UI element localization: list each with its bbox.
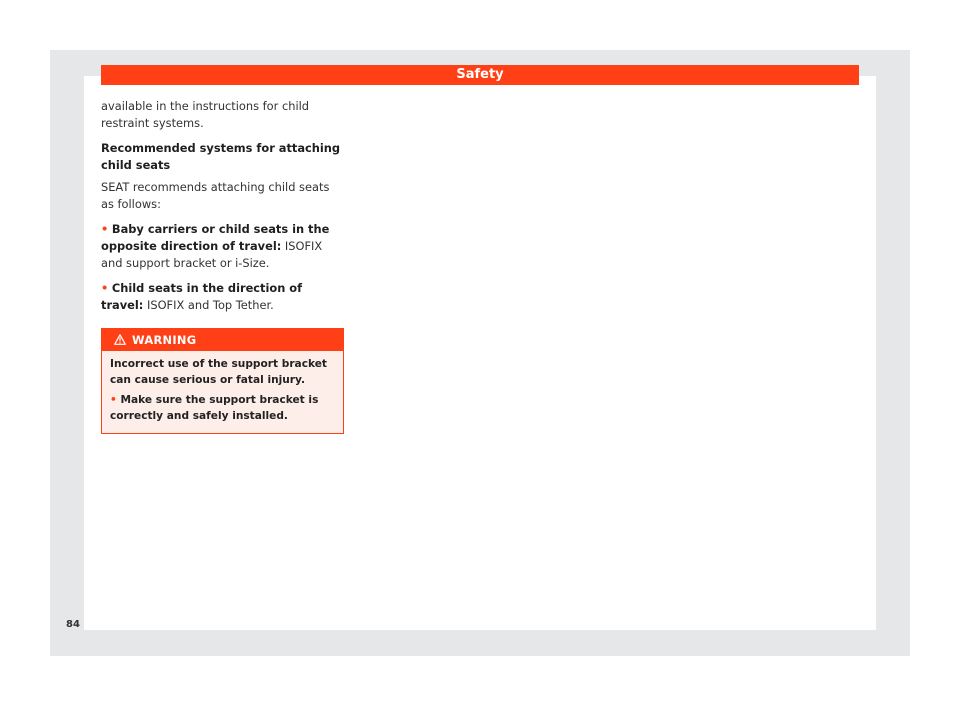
section-heading: Recommended systems for attaching child seats	[101, 141, 341, 172]
bullet-text: ISOFIX and support bracket or i-Size.	[101, 239, 323, 270]
bullet-lead: Child seats in the direction of travel:	[101, 281, 303, 312]
warning-box	[101, 328, 344, 434]
warning-bullet-text: Make sure the support bracket is correctly and safely installed.	[110, 394, 319, 422]
bullet-lead: Baby carriers or child seats in the opposite direction of travel:	[101, 222, 330, 253]
list-item	[101, 221, 344, 272]
bullet-marker: •	[101, 281, 109, 295]
warning-header	[102, 329, 343, 351]
warning-text: Incorrect use of the support bracket can cause serious or fatal injury.	[110, 358, 327, 386]
page-number: 84	[66, 619, 80, 630]
warning-triangle-icon	[114, 329, 126, 351]
intro-paragraph: available in the instructions for child restraint systems.	[101, 99, 310, 130]
bullet-marker: •	[110, 394, 117, 406]
section-paragraph: SEAT recommends attaching child seats as follows:	[101, 180, 330, 211]
bullet-text: ISOFIX and Top Tether.	[143, 298, 274, 312]
warning-bullet	[110, 393, 335, 424]
content-column	[101, 98, 344, 434]
bullet-marker: •	[101, 222, 109, 236]
warning-title: WARNING	[132, 333, 197, 347]
warning-body	[102, 351, 343, 433]
section-header	[101, 65, 859, 85]
list-item	[101, 280, 344, 314]
section-title: Safety	[456, 67, 504, 82]
